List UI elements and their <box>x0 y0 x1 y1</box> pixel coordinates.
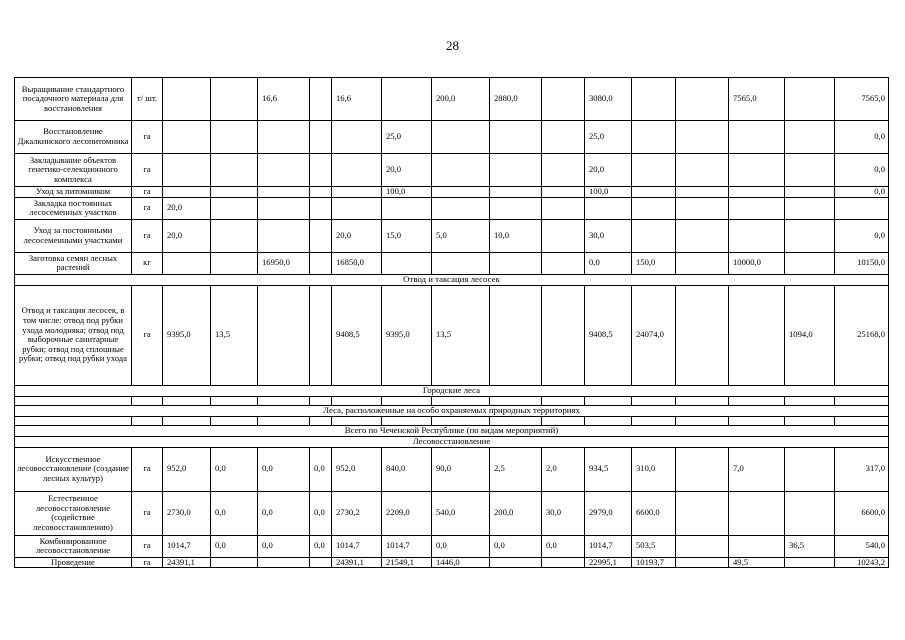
empty-row <box>15 396 889 405</box>
value-cell <box>211 78 258 121</box>
value-cell: 10193,7 <box>632 557 676 568</box>
value-cell <box>542 252 585 274</box>
activity-name: Проведение <box>15 557 132 568</box>
value-cell: 840,0 <box>382 447 432 491</box>
empty-cell <box>785 396 835 405</box>
value-cell: 0,0 <box>835 219 889 252</box>
empty-cell <box>310 396 332 405</box>
value-cell <box>785 154 835 187</box>
value-cell <box>785 491 835 535</box>
value-cell <box>310 78 332 121</box>
empty-cell <box>835 396 889 405</box>
value-cell: 0,0 <box>835 154 889 187</box>
value-cell <box>585 197 632 219</box>
value-cell: 2,5 <box>490 447 542 491</box>
value-cell: 2880,0 <box>490 78 542 121</box>
empty-cell <box>211 416 258 425</box>
value-cell <box>258 285 310 385</box>
value-cell: 1014,7 <box>585 535 632 557</box>
empty-cell <box>729 396 785 405</box>
value-cell: 9408,5 <box>332 285 382 385</box>
empty-cell <box>785 416 835 425</box>
value-cell <box>258 557 310 568</box>
value-cell <box>332 187 382 198</box>
value-cell <box>676 447 729 491</box>
value-cell: 7565,0 <box>729 78 785 121</box>
unit-cell: га <box>132 491 163 535</box>
table-row <box>15 187 889 198</box>
value-cell <box>785 252 835 274</box>
unit-cell: га <box>132 535 163 557</box>
empty-cell <box>676 396 729 405</box>
empty-cell <box>490 416 542 425</box>
table-row <box>15 285 889 385</box>
value-cell <box>432 154 490 187</box>
empty-cell <box>382 396 432 405</box>
value-cell <box>211 252 258 274</box>
value-cell <box>163 252 211 274</box>
empty-cell <box>310 416 332 425</box>
value-cell <box>785 78 835 121</box>
value-cell: 16950,0 <box>258 252 310 274</box>
value-cell <box>542 78 585 121</box>
value-cell: 36,5 <box>785 535 835 557</box>
value-cell: 150,0 <box>632 252 676 274</box>
value-cell <box>542 557 585 568</box>
value-cell <box>632 187 676 198</box>
value-cell: 0,0 <box>310 447 332 491</box>
empty-cell <box>676 416 729 425</box>
value-cell <box>432 121 490 154</box>
empty-cell <box>432 396 490 405</box>
value-cell: 0,0 <box>432 535 490 557</box>
value-cell: 20,0 <box>382 154 432 187</box>
value-cell: 0,0 <box>542 535 585 557</box>
value-cell: 6600,0 <box>632 491 676 535</box>
value-cell <box>729 219 785 252</box>
activity-name: Заготовка семян лесных растений <box>15 252 132 274</box>
value-cell <box>258 219 310 252</box>
empty-cell <box>163 416 211 425</box>
unit-cell: кг <box>132 252 163 274</box>
section-header-row <box>15 385 889 396</box>
value-cell: 3080,0 <box>585 78 632 121</box>
empty-cell <box>163 396 211 405</box>
value-cell <box>211 121 258 154</box>
section-title: Городские леса <box>15 385 889 396</box>
value-cell: 0,0 <box>310 491 332 535</box>
table-row <box>15 491 889 535</box>
value-cell <box>785 447 835 491</box>
empty-cell <box>632 416 676 425</box>
section-title: Отвод и таксация лесосек <box>15 274 889 285</box>
value-cell <box>163 187 211 198</box>
value-cell: 934,5 <box>585 447 632 491</box>
value-cell: 16,6 <box>332 78 382 121</box>
empty-cell <box>258 416 310 425</box>
empty-cell <box>132 416 163 425</box>
activity-name: Уход за постоянными лесосеменными участками <box>15 219 132 252</box>
value-cell <box>490 557 542 568</box>
empty-cell <box>585 416 632 425</box>
value-cell <box>676 285 729 385</box>
value-cell: 13,5 <box>211 285 258 385</box>
value-cell: 2730,0 <box>163 491 211 535</box>
empty-row <box>15 416 889 425</box>
value-cell: 9395,0 <box>163 285 211 385</box>
value-cell <box>490 197 542 219</box>
unit-cell: га <box>132 447 163 491</box>
value-cell: 16,6 <box>258 78 310 121</box>
unit-cell: га <box>132 557 163 568</box>
value-cell <box>785 121 835 154</box>
activity-name: Выращивание стандартного посадочного материала для восстановления <box>15 78 132 121</box>
value-cell: 25,0 <box>382 121 432 154</box>
value-cell <box>310 121 332 154</box>
value-cell: 10000,0 <box>729 252 785 274</box>
section-header-row <box>15 405 889 416</box>
value-cell <box>163 154 211 187</box>
value-cell <box>211 219 258 252</box>
table-row <box>15 447 889 491</box>
value-cell: 6600,0 <box>835 491 889 535</box>
value-cell <box>785 187 835 198</box>
value-cell <box>729 535 785 557</box>
unit-cell: га <box>132 285 163 385</box>
value-cell <box>542 219 585 252</box>
value-cell: 952,0 <box>163 447 211 491</box>
value-cell: 0,0 <box>835 187 889 198</box>
value-cell <box>785 557 835 568</box>
value-cell <box>258 154 310 187</box>
empty-cell <box>211 396 258 405</box>
table-row <box>15 252 889 274</box>
activity-name: Комбинированное лесовосстановление <box>15 535 132 557</box>
value-cell: 20,0 <box>332 219 382 252</box>
value-cell <box>432 252 490 274</box>
value-cell: 9395,0 <box>382 285 432 385</box>
empty-cell <box>835 416 889 425</box>
value-cell <box>676 535 729 557</box>
table-row <box>15 557 889 568</box>
value-cell: 25,0 <box>585 121 632 154</box>
unit-cell: га <box>132 197 163 219</box>
value-cell: 10243,2 <box>835 557 889 568</box>
value-cell <box>432 187 490 198</box>
value-cell <box>729 285 785 385</box>
value-cell <box>676 252 729 274</box>
value-cell <box>632 219 676 252</box>
value-cell: 2,0 <box>542 447 585 491</box>
value-cell <box>676 219 729 252</box>
value-cell: 0,0 <box>258 535 310 557</box>
value-cell: 0,0 <box>211 491 258 535</box>
value-cell <box>310 197 332 219</box>
empty-cell <box>332 416 382 425</box>
empty-cell <box>332 396 382 405</box>
table-row <box>15 197 889 219</box>
value-cell: 2730,2 <box>332 491 382 535</box>
section-title: Леса, расположенные на особо охраняемых природных территориях <box>15 405 889 416</box>
value-cell <box>490 154 542 187</box>
activity-name: Закладка постоянных лесосеменных участков <box>15 197 132 219</box>
empty-cell <box>585 396 632 405</box>
value-cell <box>432 197 490 219</box>
empty-cell <box>15 396 132 405</box>
value-cell <box>676 491 729 535</box>
value-cell: 1014,7 <box>163 535 211 557</box>
value-cell <box>542 187 585 198</box>
value-cell <box>785 219 835 252</box>
value-cell: 310,0 <box>632 447 676 491</box>
value-cell: 952,0 <box>332 447 382 491</box>
value-cell: 100,0 <box>585 187 632 198</box>
value-cell <box>729 121 785 154</box>
table-row <box>15 535 889 557</box>
table-row <box>15 121 889 154</box>
empty-cell <box>542 416 585 425</box>
value-cell: 21549,1 <box>382 557 432 568</box>
value-cell <box>542 121 585 154</box>
value-cell: 0,0 <box>258 447 310 491</box>
value-cell <box>382 252 432 274</box>
value-cell: 7565,0 <box>835 78 889 121</box>
value-cell: 9408,5 <box>585 285 632 385</box>
value-cell <box>785 197 835 219</box>
value-cell: 100,0 <box>382 187 432 198</box>
value-cell <box>490 121 542 154</box>
value-cell: 15,0 <box>382 219 432 252</box>
value-cell <box>211 154 258 187</box>
value-cell: 2979,0 <box>585 491 632 535</box>
value-cell <box>729 197 785 219</box>
value-cell: 503,5 <box>632 535 676 557</box>
value-cell <box>676 557 729 568</box>
value-cell <box>490 252 542 274</box>
value-cell <box>310 187 332 198</box>
value-cell <box>729 187 785 198</box>
value-cell <box>676 187 729 198</box>
value-cell: 24391,1 <box>332 557 382 568</box>
value-cell <box>382 78 432 121</box>
value-cell: 16850,0 <box>332 252 382 274</box>
section-title: Лесовосстановление <box>15 436 889 447</box>
value-cell: 540,0 <box>432 491 490 535</box>
value-cell: 540,0 <box>835 535 889 557</box>
value-cell <box>676 197 729 219</box>
section-header-row <box>15 274 889 285</box>
value-cell: 0,0 <box>835 121 889 154</box>
value-cell: 20,0 <box>163 219 211 252</box>
section-title: Всего по Чеченской Республике (по видам мероприятий) <box>15 425 889 436</box>
value-cell: 0,0 <box>310 535 332 557</box>
value-cell <box>332 154 382 187</box>
value-cell <box>676 78 729 121</box>
value-cell <box>632 78 676 121</box>
value-cell <box>729 491 785 535</box>
value-cell: 1094,0 <box>785 285 835 385</box>
value-cell <box>258 121 310 154</box>
value-cell: 7,0 <box>729 447 785 491</box>
value-cell: 24074,0 <box>632 285 676 385</box>
value-cell <box>632 154 676 187</box>
table-row <box>15 78 889 121</box>
value-cell <box>332 197 382 219</box>
value-cell <box>676 121 729 154</box>
value-cell <box>310 252 332 274</box>
value-cell <box>211 197 258 219</box>
empty-cell <box>490 396 542 405</box>
empty-cell <box>542 396 585 405</box>
section-header-row <box>15 436 889 447</box>
value-cell: 10,0 <box>490 219 542 252</box>
value-cell <box>211 187 258 198</box>
empty-cell <box>15 416 132 425</box>
activity-name: Искусственное лесовосстановление (создание лесных культур) <box>15 447 132 491</box>
unit-cell: га <box>132 121 163 154</box>
unit-cell: га <box>132 154 163 187</box>
value-cell: 24391,1 <box>163 557 211 568</box>
unit-cell: га <box>132 219 163 252</box>
value-cell: 49,5 <box>729 557 785 568</box>
value-cell: 0,0 <box>211 535 258 557</box>
value-cell: 90,0 <box>432 447 490 491</box>
value-cell: 20,0 <box>585 154 632 187</box>
value-cell: 0,0 <box>585 252 632 274</box>
value-cell <box>310 219 332 252</box>
value-cell <box>835 197 889 219</box>
value-cell <box>542 154 585 187</box>
value-cell <box>258 197 310 219</box>
value-cell <box>542 197 585 219</box>
empty-cell <box>132 396 163 405</box>
value-cell <box>163 121 211 154</box>
empty-cell <box>258 396 310 405</box>
value-cell: 25168,0 <box>835 285 889 385</box>
value-cell <box>729 154 785 187</box>
value-cell: 0,0 <box>258 491 310 535</box>
empty-cell <box>632 396 676 405</box>
activity-name: Восстановление Джалкинского лесопитомника <box>15 121 132 154</box>
value-cell: 22995,1 <box>585 557 632 568</box>
value-cell: 30,0 <box>542 491 585 535</box>
value-cell: 0,0 <box>490 535 542 557</box>
value-cell: 10150,0 <box>835 252 889 274</box>
value-cell: 13,5 <box>432 285 490 385</box>
value-cell: 1446,0 <box>432 557 490 568</box>
activity-name: Закладывание объектов генетико-селекционного комплекса <box>15 154 132 187</box>
value-cell <box>542 285 585 385</box>
value-cell: 1014,7 <box>332 535 382 557</box>
value-cell <box>310 285 332 385</box>
value-cell: 20,0 <box>163 197 211 219</box>
forestry-activities-table <box>14 77 889 568</box>
value-cell: 317,0 <box>835 447 889 491</box>
unit-cell: га <box>132 187 163 198</box>
value-cell <box>332 121 382 154</box>
value-cell: 1014,7 <box>382 535 432 557</box>
value-cell: 2209,0 <box>382 491 432 535</box>
empty-cell <box>432 416 490 425</box>
table-row <box>15 154 889 187</box>
value-cell <box>163 78 211 121</box>
value-cell <box>632 121 676 154</box>
value-cell: 30,0 <box>585 219 632 252</box>
value-cell <box>490 285 542 385</box>
value-cell: 200,0 <box>432 78 490 121</box>
value-cell <box>211 557 258 568</box>
empty-cell <box>729 416 785 425</box>
value-cell: 5,0 <box>432 219 490 252</box>
value-cell <box>310 154 332 187</box>
unit-cell: т/ шт. <box>132 78 163 121</box>
value-cell <box>310 557 332 568</box>
page-number: 28 <box>446 38 459 53</box>
section-header-row <box>15 425 889 436</box>
table-row <box>15 219 889 252</box>
value-cell <box>632 197 676 219</box>
empty-cell <box>382 416 432 425</box>
value-cell <box>258 187 310 198</box>
value-cell <box>676 154 729 187</box>
value-cell: 0,0 <box>211 447 258 491</box>
activity-name: Отвод и таксация лесосек, в том числе: отвод под рубки ухода молодняка; отвод под выборочные санитарные рубки; отвод под сплошные рубки; отвод под рубки ухода <box>15 285 132 385</box>
activity-name: Естественное лесовосстановление (содействие лесовосстановлению) <box>15 491 132 535</box>
value-cell <box>490 187 542 198</box>
value-cell: 200,0 <box>490 491 542 535</box>
value-cell <box>382 197 432 219</box>
activity-name: Уход за питомником <box>15 187 132 198</box>
